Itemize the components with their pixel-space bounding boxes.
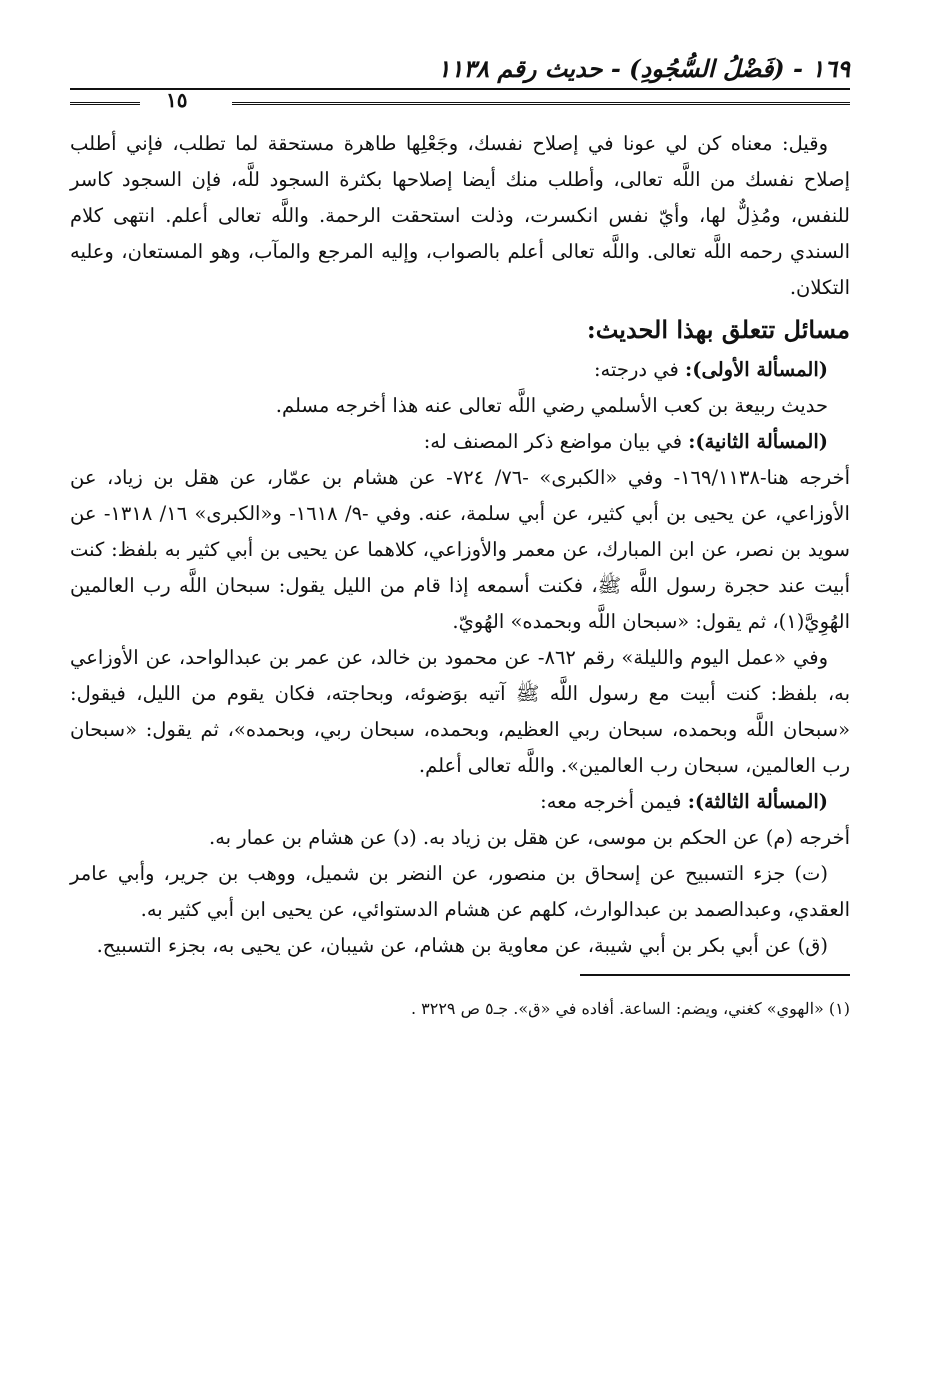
page-header: [70, 50, 850, 92]
issue-two-label: (المسألة الثانية):: [688, 430, 828, 453]
issue-two: [70, 424, 850, 460]
issue-two-text: في بيان مواضع ذكر المصنف له:: [423, 430, 689, 453]
main-text: [70, 126, 850, 964]
book-page: [70, 50, 850, 1340]
paragraph-tirmidhi: (ت) جزء التسبيح عن إسحاق بن منصور، عن النضر بن شميل، ووهب بن جرير، وأبي عامر العقدي، وعبدالصمد بن عبدالوارث، كلهم عن هشام الدستوائي، عن يحيى ابن أبي كثير به.: [70, 862, 850, 921]
issue-three: [70, 784, 850, 820]
paragraph-amal: وفي «عمل اليوم والليلة» رقم ٨٦٢- عن محمود بن خالد، عن عمر بن عبدالواحد، عن الأوزاعي به، بلفظ: كنت أبيت مع رسول اللَّه ﷺ آتيه بوَضوئه، وبحاجته، فكان يقوم من الليل، فيقول: «سبحان اللَّه وبحمده، سبحان ربي العظيم، وبحمده، سبحان ربي، وبحمده»، ثم يقول: «سبحان رب العالمين، سبحان رب العالمين». واللَّه تعالى أعلم.: [70, 646, 850, 777]
double-rule-left: [70, 102, 140, 108]
paragraph-sources: أخرجه هنا-١٦٩/١١٣٨- وفي «الكبرى» -٧٦/ ٧٢٤- عن هشام بن عمّار، عن هقل بن زياد، عن الأوزاعي، عن يحيى بن أبي كثير، عن أبي سلمة، عنه. وفي -٩/ ١٦١٨- و«الكبرى» ١٦/ ١٣١٨- عن سويد بن نصر، عن ابن المبارك، عن معمر والأوزاعي، كلاهما عن يحيى بن أبي كثير به بلفظ: كنت أبيت عند حجرة رسول اللَّه ﷺ، فكنت أسمعه إذا قام من الليل يقول: سبحان اللَّه رب العالمين الهُوِيَّ(١)، ثم يقول: «سبحان اللَّه وبحمده» الهُويّ.: [70, 466, 850, 633]
issue-one-label: (المسألة الأولى):: [685, 358, 828, 381]
footnote: (١) «الهوي» كغني، ويضم: الساعة. أفاده في «ق». جـ٥ ص ٣٢٢٩ .: [410, 999, 850, 1018]
footnote-separator: [580, 974, 850, 976]
issue-three-text: فيمن أخرجه معه:: [540, 790, 688, 813]
section-heading: مسائل تتعلق بهذا الحديث:: [586, 315, 850, 344]
issue-three-label: (المسألة الثالثة):: [687, 790, 828, 813]
double-rule-right: [232, 102, 850, 108]
paragraph-grading: حديث ربيعة بن كعب الأسلمي رضي اللَّه تعالى عنه هذا أخرجه مسلم.: [275, 394, 828, 417]
paragraph-muslim: أخرجه (م) عن الحكم بن موسى، عن هقل بن زياد به. (د) عن هشام بن عمار به.: [209, 826, 850, 849]
issue-one: [70, 352, 850, 388]
paragraph-commentary: وقيل: معناه كن لي عونا في إصلاح نفسك، وجَعْلِها طاهرة مستحقة لما تطلب، فإني أطلب إصلاح نفسك من اللَّه تعالى، وأطلب منك أيضا إصلاحها بكثرة السجود للَّه، فإن السجود كاسر للنفس، ومُذِلٌّ لها، وأيّ نفس انكسرت، وذلت استحقت الرحمة. واللَّه تعالى أعلم. انتهى كلام السندي رحمه اللَّه تعالى. واللَّه تعالى أعلم بالصواب، وإليه المرجع والمآب، وهو المستعان، وعليه التكلان.: [70, 132, 850, 299]
issue-one-text: في درجته:: [593, 358, 686, 381]
page-number-row: [70, 88, 850, 116]
running-title: ١٦٩ - (فَضْلُ السُّجُودِ) - حديث رقم ١١٣٨: [437, 54, 850, 83]
page-number: ١٥: [166, 88, 188, 112]
paragraph-ibn-majah: (ق) عن أبي بكر بن أبي شيبة، عن معاوية بن هشام، عن شيبان، عن يحيى به، بجزء التسبيح.: [96, 934, 828, 957]
